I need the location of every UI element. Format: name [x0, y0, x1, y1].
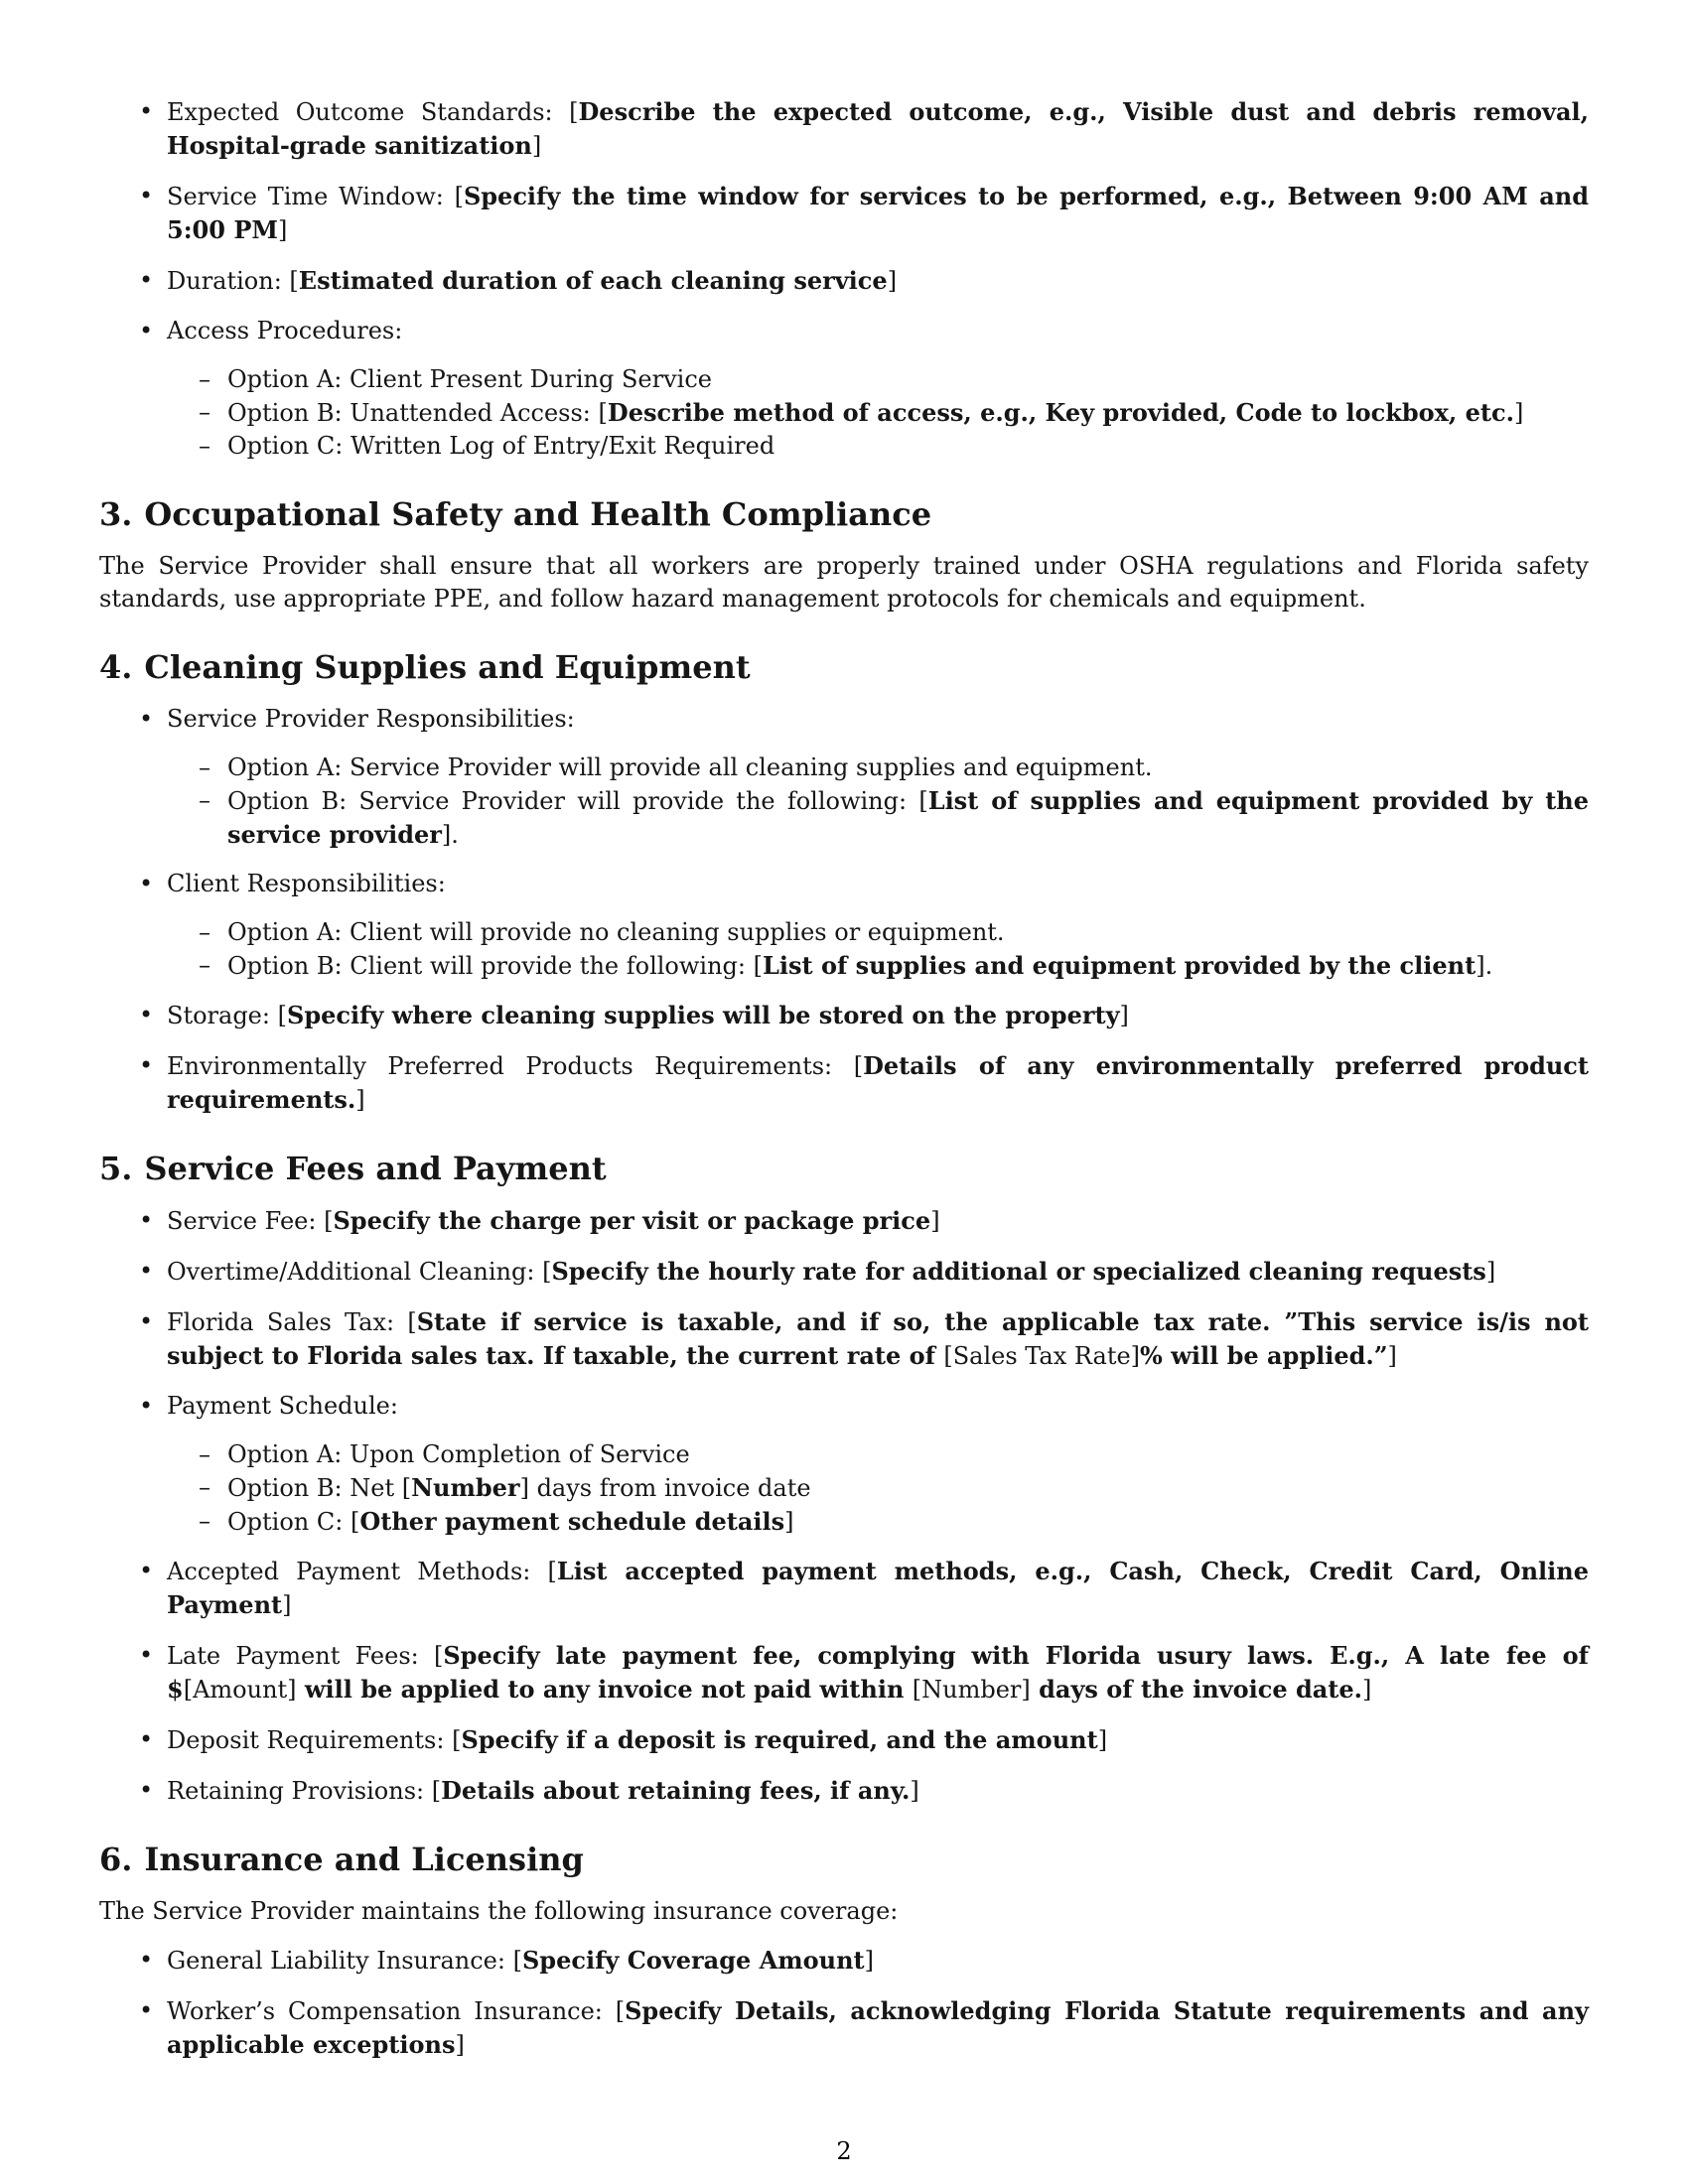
placeholder-value: % will be applied.” — [1140, 1341, 1388, 1370]
access-options-list — [167, 363, 1589, 463]
placeholder-value: List accepted payment methods, e.g., Cash, Check, Credit Card, Online Payment — [167, 1557, 1589, 1619]
section-heading-3 — [99, 494, 1589, 534]
placeholder-value: Number — [411, 1473, 520, 1502]
item-label: Client Responsibilities: — [167, 870, 446, 897]
placeholder-value: Specify the hourly rate for additional or specialized cleaning requests — [551, 1257, 1486, 1286]
client-option-a — [167, 916, 1589, 949]
bracket-open: [ — [289, 267, 299, 295]
option-text: Option B: Net [ — [227, 1474, 412, 1502]
bracket-open: [ — [454, 183, 464, 210]
schedule-option-a — [167, 1438, 1589, 1471]
section-number: 5. — [99, 1150, 133, 1187]
placeholder-value: Specify Coverage Amount — [521, 1946, 865, 1975]
section-heading-6 — [99, 1840, 1589, 1879]
list-item-service-time-window — [99, 180, 1589, 247]
list-item-access-procedures — [99, 315, 1589, 463]
section-number: 6. — [99, 1841, 133, 1878]
section-6-intro: The Service Provider maintains the following insurance coverage: — [99, 1897, 899, 1925]
section-number: 3. — [99, 495, 133, 533]
list-item-expected-outcome — [99, 95, 1589, 163]
list-item-duration — [99, 264, 1589, 298]
document-page — [99, 95, 1589, 2079]
list-item-client-responsibilities — [99, 868, 1589, 983]
bracket-close: ] — [887, 267, 898, 295]
option-text: ] days from invoice date — [519, 1474, 811, 1502]
placeholder-value: Estimated duration of each cleaning service — [298, 266, 888, 295]
placeholder-value: Other payment schedule details — [359, 1507, 785, 1536]
bracket-close: ] — [277, 216, 288, 244]
item-label: Service Time Window: — [167, 183, 455, 210]
provider-option-b: – Option B: Service Provider will provide the following: [List of supplies and equipment provided by the service provider]. — [167, 784, 1589, 852]
option-text: Option C: Written Log of Entry/Exit Required — [227, 432, 775, 460]
client-option-b: – Option B: Client will provide the following: [List of supplies and equipment provided by the client]. — [167, 949, 1589, 983]
list-item-general-liability: • General Liability Insurance: [Specify Coverage Amount] — [99, 1944, 1589, 1978]
option-text: Option C: [ — [227, 1508, 360, 1536]
item-label: Duration: — [167, 267, 290, 295]
option-text: Option A: Client will provide no cleaning supplies or equipment. — [227, 918, 1005, 946]
placeholder-value: State if service is taxable, and if so, the applicable tax rate. ”This service is/is not subject to Florida sales tax. If taxable, the current rate of — [167, 1307, 1589, 1370]
section-heading-5 — [99, 1149, 1589, 1188]
option-text: Option B: Client will provide the following: — [227, 952, 754, 980]
access-option-b — [167, 396, 1589, 430]
bracket-close: ]. — [441, 821, 459, 849]
list-item-storage: • Storage: [Specify where cleaning supplies will be stored on the property] — [99, 999, 1589, 1032]
option-text: Option A: Service Provider will provide all cleaning supplies and equipment. — [227, 753, 1153, 781]
placeholder-value: Specify the time window for services to be performed, e.g., Between 9:00 AM and 5:00 PM — [167, 182, 1589, 244]
item-label: Retaining Provisions: — [167, 1777, 432, 1805]
option-text: ] — [784, 1508, 794, 1536]
section-title: Occupational Safety and Health Compliance — [144, 495, 932, 533]
placeholder-value: Describe the expected outcome, e.g., Visible dust and debris removal, Hospital-grade sanitization — [167, 97, 1589, 160]
option-text: Option A: Client Present During Service — [227, 365, 712, 393]
item-label: Service Fee: — [167, 1207, 325, 1235]
item-label: Service Provider Responsibilities: — [167, 705, 575, 733]
list-item-environmental-products: • Environmentally Preferred Products Requirements: [Details of any environmentally preferred product requirements.] — [99, 1049, 1589, 1117]
placeholder-value: will be applied to any invoice not paid within — [296, 1675, 913, 1704]
section-3-body: The Service Provider shall ensure that all workers are properly trained under OSHA regulations and Florida safety standards, use appropriate PPE, and follow hazard management protocols for chemicals and equipment. — [99, 552, 1589, 613]
fees-list — [99, 1204, 1589, 1808]
item-label: General Liability Insurance: — [167, 1947, 513, 1975]
item-label: Florida Sales Tax: — [167, 1308, 408, 1336]
placeholder-inner: [Sales Tax Rate] — [943, 1342, 1141, 1370]
list-item-late-fees: • Late Payment Fees: [Specify late payment fee, complying with Florida usury laws. E.g., A late fee of $[Amount] will be applied to any invoice not paid within [Number] days of the invoice date.] — [99, 1639, 1589, 1706]
section-title: Cleaning Supplies and Equipment — [144, 648, 751, 686]
placeholder-value: Specify Details, acknowledging Florida Statute requirements and any applicable exceptions — [167, 1996, 1589, 2059]
bracket-close: ] — [531, 132, 542, 160]
item-label: Environmentally Preferred Products Requirements: — [167, 1052, 854, 1080]
placeholder-value: Specify late payment fee, complying with Florida usury laws. E.g., A late fee of $ — [167, 1641, 1589, 1704]
list-item-service-fee: • Service Fee: [Specify the charge per visit or package price] — [99, 1204, 1589, 1238]
item-label: Deposit Requirements: — [167, 1726, 453, 1754]
client-options-list — [167, 916, 1589, 983]
placeholder-value: Details of any environmentally preferred product requirements. — [167, 1051, 1590, 1114]
item-label: Storage: — [167, 1002, 278, 1029]
access-option-a — [167, 363, 1589, 396]
supplies-list — [99, 703, 1589, 1117]
item-label: Payment Schedule: — [167, 1392, 398, 1420]
section-number: 4. — [99, 648, 133, 686]
option-text: Option B: Service Provider will provide the following: — [227, 787, 919, 815]
list-item-workers-comp: • Worker’s Compensation Insurance: [Specify Details, acknowledging Florida Statute requirements and any applicable exceptions] — [99, 1994, 1589, 2062]
item-label: Worker’s Compensation Insurance: — [167, 1997, 616, 2025]
list-item-provider-responsibilities — [99, 703, 1589, 852]
item-label: Access Procedures: — [167, 317, 403, 344]
placeholder-value: List of supplies and equipment provided by the service provider — [227, 786, 1590, 849]
section-heading-4 — [99, 647, 1589, 687]
list-item-payment-methods: • Accepted Payment Methods: [List accepted payment methods, e.g., Cash, Check, Credit Card, Online Payment] — [99, 1555, 1589, 1622]
list-item-retaining: • Retaining Provisions: [Details about retaining fees, if any.] — [99, 1774, 1589, 1808]
schedule-option-c — [167, 1505, 1589, 1539]
placeholder-inner: [Number] — [912, 1676, 1031, 1704]
placeholder-value: days of the invoice date. — [1030, 1675, 1363, 1704]
item-label: Expected Outcome Standards: — [167, 98, 570, 126]
schedule-option-b — [167, 1471, 1589, 1505]
placeholder-value: Specify if a deposit is required, and the amount — [461, 1725, 1098, 1754]
placeholder-inner: [Amount] — [183, 1676, 297, 1704]
provider-option-a — [167, 751, 1589, 784]
item-label: Overtime/Additional Cleaning: — [167, 1258, 543, 1286]
insurance-list — [99, 1944, 1589, 2062]
page-number: 2 — [836, 2137, 852, 2165]
option-text: Option A: Upon Completion of Service — [227, 1440, 690, 1468]
placeholder-value: Details about retaining fees, if any. — [441, 1776, 911, 1805]
list-item-deposit: • Deposit Requirements: [Specify if a deposit is required, and the amount] — [99, 1723, 1589, 1757]
schedule-options-list — [167, 1438, 1589, 1539]
access-option-c — [167, 430, 1589, 463]
option-text: Option B: Unattended Access: — [227, 399, 599, 427]
bracket-open: [ — [598, 399, 608, 427]
placeholder-value: Specify where cleaning supplies will be stored on the property — [286, 1001, 1120, 1029]
list-item-overtime: • Overtime/Additional Cleaning: [Specify the hourly rate for additional or specialized cleaning requests] — [99, 1255, 1589, 1289]
list-item-payment-schedule — [99, 1390, 1589, 1539]
item-label: Accepted Payment Methods: — [167, 1558, 548, 1585]
provider-options-list — [167, 751, 1589, 852]
placeholder-value: Specify the charge per visit or package price — [333, 1206, 931, 1235]
bracket-open: [ — [569, 98, 579, 126]
section-title: Service Fees and Payment — [144, 1150, 607, 1187]
placeholder-value: List of supplies and equipment provided by the client — [763, 951, 1477, 980]
service-details-list — [99, 95, 1589, 463]
bracket-close: ] — [1513, 399, 1524, 427]
section-title: Insurance and Licensing — [144, 1841, 584, 1878]
placeholder-value: Describe method of access, e.g., Key provided, Code to lockbox, etc. — [607, 398, 1514, 427]
list-item-sales-tax: • Florida Sales Tax: [State if service is taxable, and if so, the applicable tax rate. ”This service is/is not subject to Florida sales tax. If taxable, the current rate of [Sales Tax Rate]% will be applied.”] — [99, 1305, 1589, 1373]
item-label: Late Payment Fees: — [167, 1642, 434, 1670]
bracket-close: ]. — [1476, 952, 1493, 980]
